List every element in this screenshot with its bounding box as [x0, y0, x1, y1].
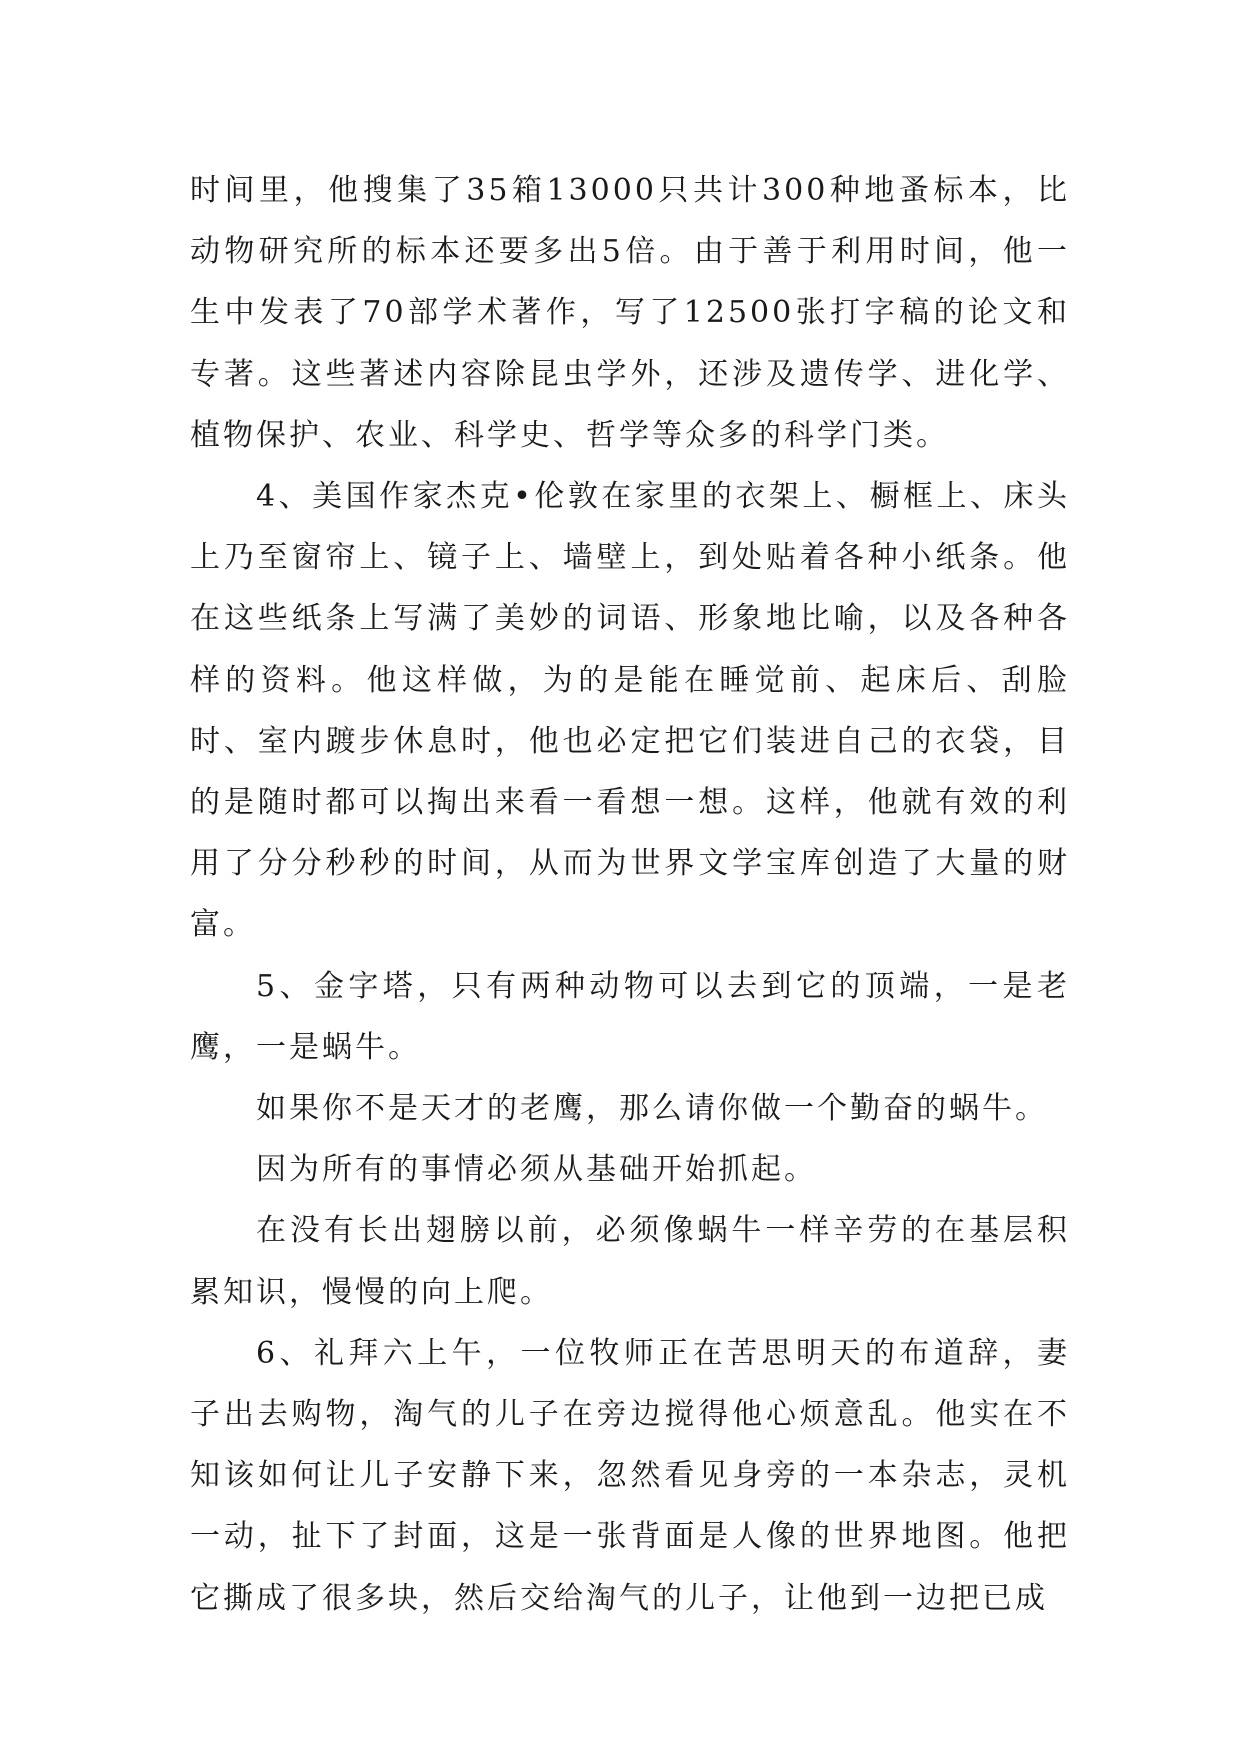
paragraph-5: 因为所有的事情必须从基础开始抓起。 [256, 1152, 817, 1188]
paragraph-7: 6、礼拜六上午，一位牧师正在苦思明天的布道辞，妻子出去购物，淘气的儿子在旁边搅得他心烦意乱。他实在不知该如何让儿子安静下来，忽然看见身旁的一本杂志，灵机一动，扯下了封面，这是一张背面是人像的世界地图。他把它撕成了很多块，然后交给淘气的儿子，让他到一边把已成 [190, 1335, 1070, 1616]
paragraph-3: 5、金字塔，只有两种动物可以去到它的顶端，一是老鹰，一是蜗牛。 [190, 968, 1070, 1065]
paragraph-6: 在没有长出翅膀以前，必须像蜗牛一样辛劳的在基层积累知识，慢慢的向上爬。 [190, 1213, 1070, 1310]
paragraph-4: 如果你不是天才的老鹰，那么请你做一个勤奋的蜗牛。 [256, 1091, 1048, 1127]
document-body [190, 160, 1070, 1629]
paragraph-1: 时间里，他搜集了35箱13000只共计300种地蚤标本，比动物研究所的标本还要多出5倍。由于善于利用时间，他一生中发表了70部学术著作，写了12500张打字稿的论文和专著。这些著述内容除昆虫学外，还涉及遗传学、进化学、植物保护、农业、科学史、哲学等众多的科学门类。 [190, 173, 1070, 453]
paragraph-2: 4、美国作家杰克•伦敦在家里的衣架上、橱框上、床头上乃至窗帘上、镜子上、墙壁上，到处贴着各种小纸条。他在这些纸条上写满了美妙的词语、形象地比喻，以及各种各样的资料。他这样做，为的是能在睡觉前、起床后、刮脸时、室内踱步休息时，他也必定把它们装进自己的衣袋，目的是随时都可以掏出来看一看想一想。这样，他就有效的利用了分分秒秒的时间，从而为世界文学宝库创造了大量的财富。 [190, 479, 1070, 943]
